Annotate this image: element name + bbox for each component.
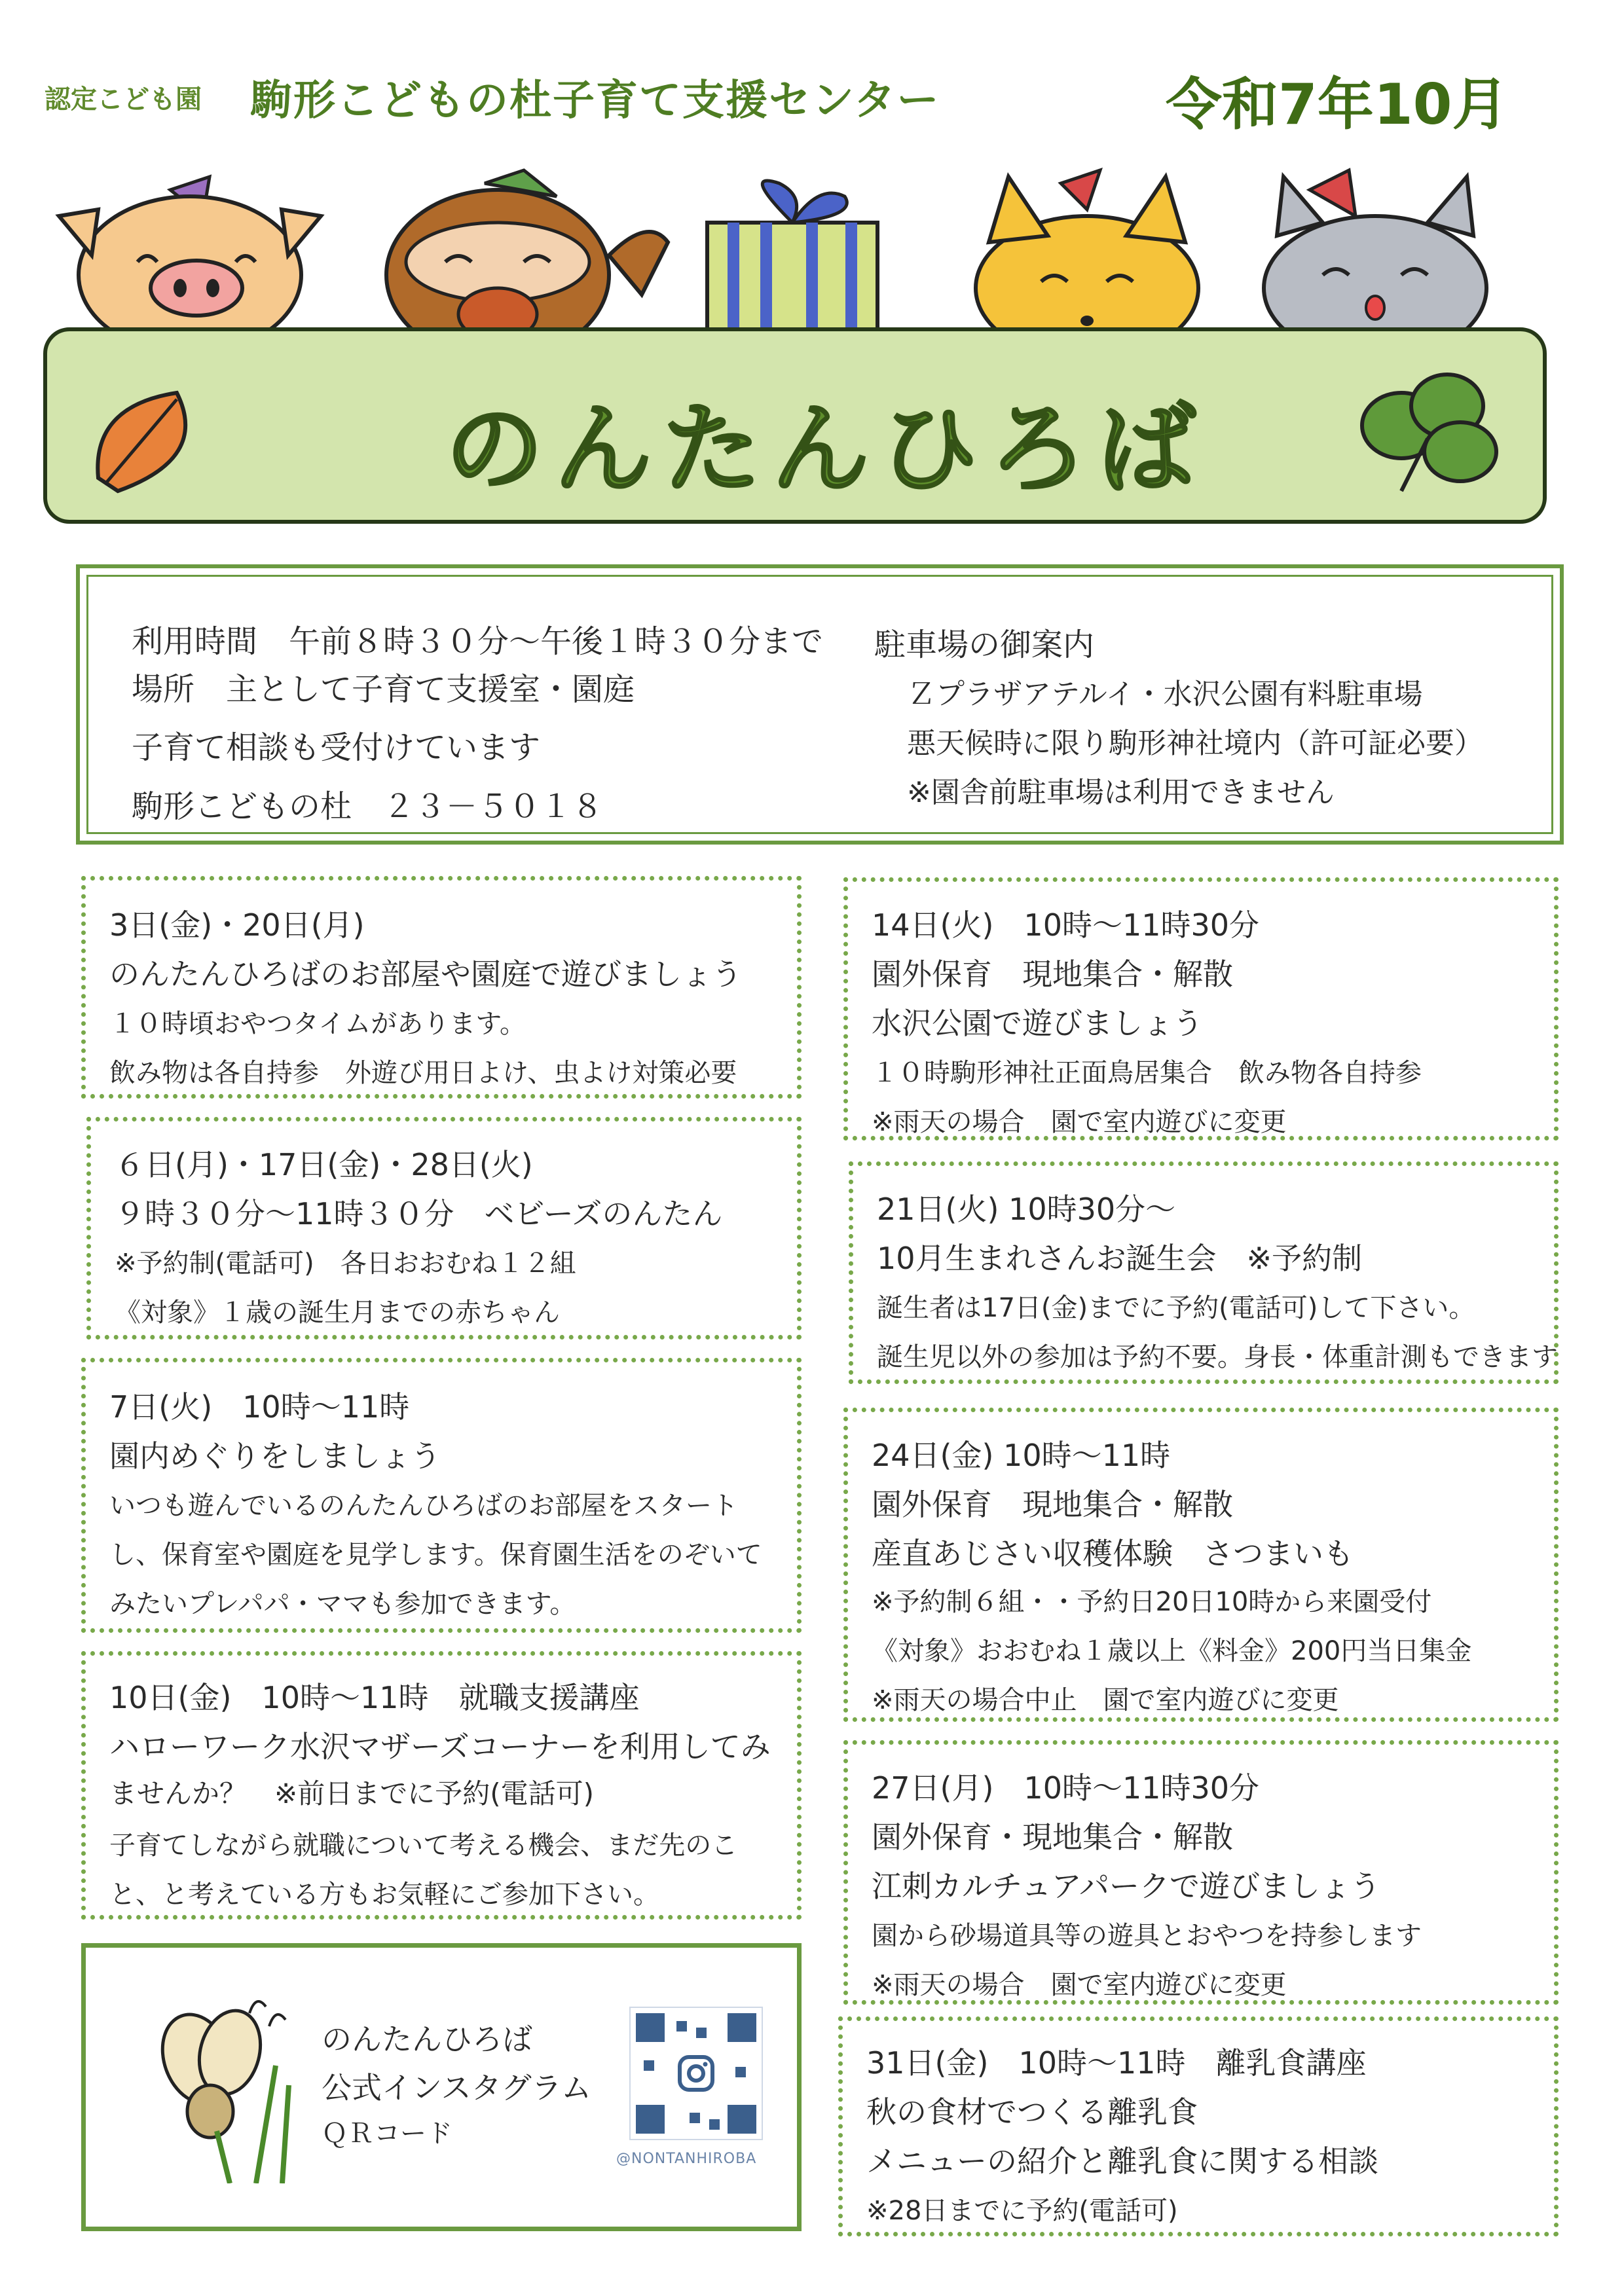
- phone-text: 駒形こどもの杜 ２３－５０１８: [132, 788, 604, 825]
- event-title: 園外保育 現地集合・解散: [872, 1487, 1233, 1522]
- hours-text: 利用時間 午前８時３０分～午後１時３０分まで: [132, 623, 824, 660]
- parking-line-3: ※園舎前駐車場は利用できません: [907, 776, 1335, 809]
- event-box: [849, 1161, 1559, 1384]
- event-box: [81, 1358, 802, 1633]
- event-date: 7日(火) 10時～11時: [109, 1389, 410, 1425]
- instagram-box: [81, 1943, 802, 2231]
- event-detail: 誕生児以外の参加は予約不要。身長・体重計測もできます: [877, 1342, 1558, 1372]
- event-detail: 《対象》おおむね１歳以上《料金》200円当日集金: [872, 1636, 1472, 1666]
- event-detail: ※予約制(電話可) 各日おおむね１２組: [115, 1248, 576, 1279]
- event-detail: みたいプレパパ・ママも参加できます。: [109, 1589, 576, 1619]
- event-date: 27日(月) 10時～11時30分: [872, 1770, 1260, 1806]
- instagram-line-3: ＱＲコード: [322, 2119, 452, 2149]
- event-title: 園外保育 現地集合・解散: [872, 957, 1233, 992]
- event-detail: し、保育室や園庭を見学します。保育園生活をのぞいて: [109, 1540, 762, 1570]
- event-detail: 《対象》１歳の誕生月までの赤ちゃん: [115, 1298, 560, 1328]
- event-detail: ませんか？ ※前日までに予約(電話可): [109, 1777, 594, 1810]
- event-detail: ※雨天の場合中止 園で室内遊びに変更: [872, 1685, 1339, 1715]
- instagram-handle: @NONTANHIROBA: [616, 2151, 757, 2167]
- event-date: 10日(金) 10時～11時 就職支援講座: [109, 1680, 640, 1715]
- event-detail: １０時頃おやつタイムがあります。: [109, 1009, 526, 1039]
- instagram-icon: [678, 2055, 714, 2092]
- event-title: ９時３０分～11時３０分 ベビーズのんたん: [115, 1196, 723, 1231]
- event-date: 3日(金)・20日(月): [109, 907, 365, 943]
- event-title: 水沢公園で遊びましょう: [872, 1006, 1203, 1041]
- event-detail: 園から砂場道具等の遊具とおやつを持参します: [872, 1921, 1422, 1951]
- event-detail: １０時駒形神社正面鳥居集合 飲み物各自持参: [872, 1058, 1422, 1088]
- event-title: メニューの紹介と離乳食に関する相談: [866, 2143, 1378, 2179]
- event-title: 10月生まれさんお誕生会 ※予約制: [877, 1241, 1363, 1276]
- event-box: [81, 876, 802, 1099]
- event-title: 江刺カルチュアパークで遊びましょう: [872, 1868, 1380, 1904]
- event-date: 14日(火) 10時～11時30分: [872, 907, 1260, 943]
- event-box: [81, 1651, 802, 1920]
- instagram-qr-code[interactable]: [629, 2007, 763, 2140]
- instagram-line-1: のんたんひろば: [322, 2022, 532, 2057]
- event-detail: いつも遊んでいるのんたんひろばのお部屋をスタート: [109, 1491, 738, 1521]
- event-detail: と、と考えている方もお気軽にご参加下さい。: [109, 1880, 659, 1910]
- bug-icon: [125, 1987, 322, 2183]
- event-date: 24日(金) 10時～11時: [872, 1438, 1171, 1473]
- event-detail: ※雨天の場合 園で室内遊びに変更: [872, 1970, 1287, 2000]
- kindergarten-label: 認定こども園: [45, 84, 202, 115]
- parking-line-1: Ｚプラザアテルイ・水沢公園有料駐車場: [907, 678, 1423, 711]
- parking-title: 駐車場の御案内: [874, 627, 1095, 663]
- event-title: 園内めぐりをしましょう: [109, 1438, 441, 1474]
- banner-title: のんたんひろば: [445, 393, 1207, 507]
- event-box: [843, 877, 1559, 1140]
- event-box: [838, 2016, 1559, 2236]
- clover-leaf-icon: [1349, 367, 1506, 498]
- parking-line-2: 悪天候時に限り駒形神社境内（許可証必要）: [907, 727, 1483, 760]
- place-text: 場所 主として子育て支援室・園庭: [132, 671, 635, 708]
- center-name: 駒形こどもの杜子育て支援センター: [250, 77, 940, 125]
- event-detail: ※予約制６組・・予約日20日10時から来園受付: [872, 1587, 1432, 1617]
- info-box: [76, 564, 1564, 845]
- event-box: [86, 1117, 802, 1339]
- event-detail: 子育てしながら就職について考える機会、まだ先のこ: [109, 1831, 738, 1861]
- event-box: [843, 1740, 1559, 2005]
- event-detail: ※雨天の場合 園で室内遊びに変更: [872, 1107, 1287, 1137]
- autumn-leaf-icon: [79, 380, 223, 498]
- event-date: ６日(月)・17日(金)・28日(火): [115, 1147, 533, 1182]
- event-box: [843, 1408, 1559, 1722]
- event-detail: ※28日までに予約(電話可): [866, 2196, 1178, 2226]
- event-title: のんたんひろばのお部屋や園庭で遊びましょう: [109, 957, 742, 992]
- event-date: 21日(火) 10時30分～: [877, 1192, 1176, 1227]
- event-title: 秋の食材でつくる離乳食: [866, 2094, 1198, 2130]
- event-title: ハローワーク水沢マザーズコーナーを利用してみ: [109, 1729, 771, 1764]
- event-date: 31日(金) 10時～11時 離乳食講座: [866, 2045, 1367, 2081]
- issue-date: 令和7年10月: [1166, 72, 1509, 137]
- event-detail: 誕生者は17日(金)までに予約(電話可)して下さい。: [877, 1293, 1475, 1323]
- event-title: 園外保育・現地集合・解散: [872, 1819, 1233, 1855]
- consult-text: 子育て相談も受付けています: [132, 729, 541, 766]
- event-detail: 飲み物は各自持参 外遊び用日よけ、虫よけ対策必要: [109, 1058, 737, 1088]
- instagram-line-2: 公式インスタグラム: [322, 2070, 592, 2105]
- event-title: 産直あじさい収穫体験 さつまいも: [872, 1536, 1354, 1571]
